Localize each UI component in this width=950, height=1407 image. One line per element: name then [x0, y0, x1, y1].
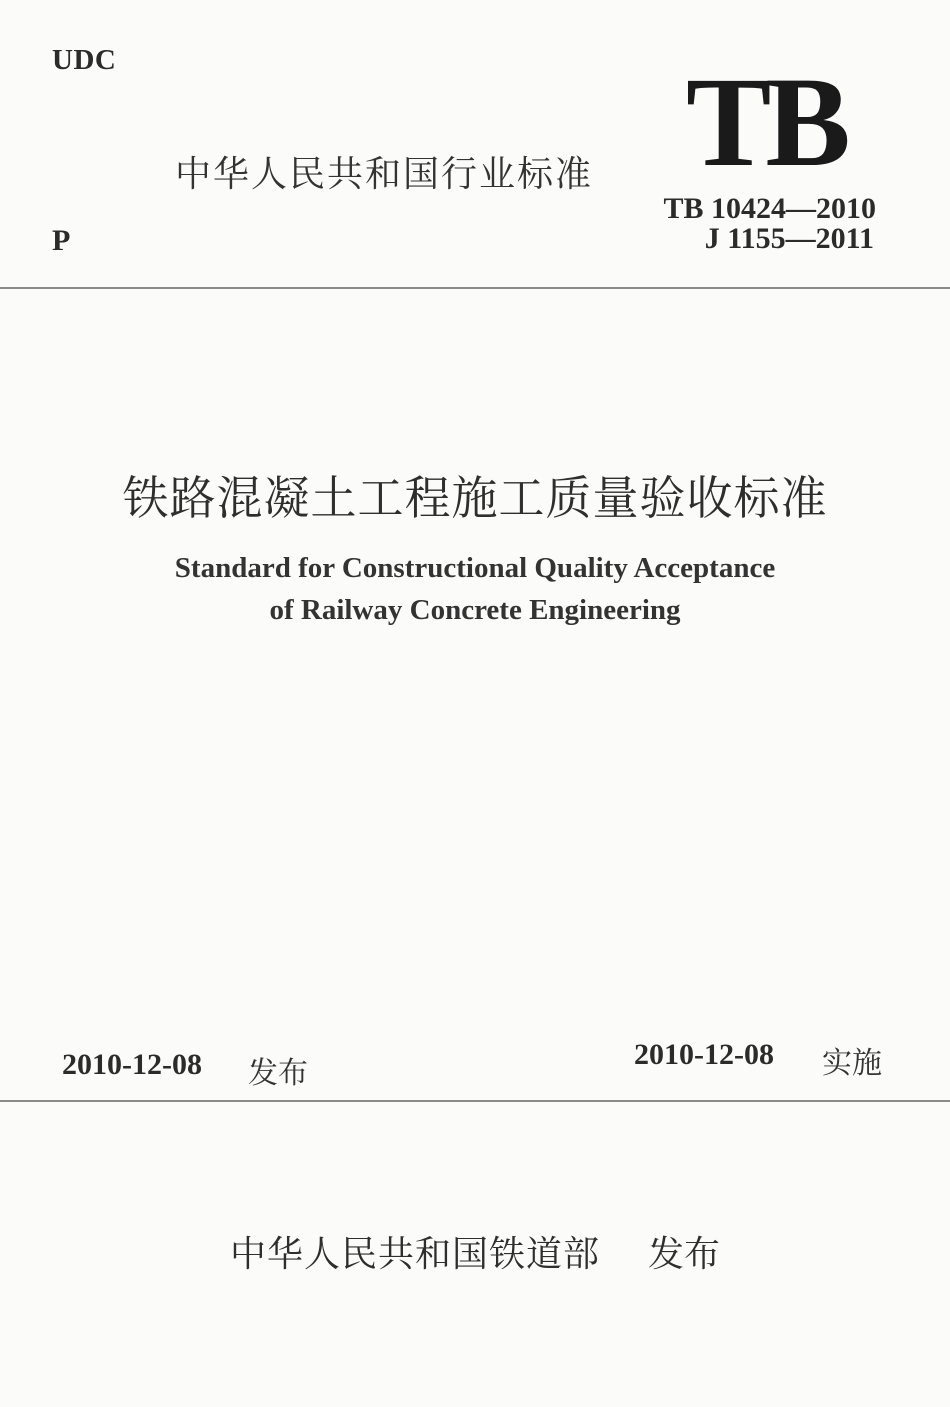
standard-number-primary: TB 10424—2010 — [663, 192, 876, 225]
tb-logo: TB — [686, 51, 845, 193]
document-title-english-line2: of Railway Concrete Engineering — [269, 594, 681, 626]
issue-date: 2010-12-08 — [62, 1048, 202, 1081]
bottom-divider — [0, 1100, 950, 1102]
implementation-label: 实施 — [822, 1046, 882, 1081]
udc-label: UDC — [52, 44, 117, 76]
publisher-action: 发布 — [648, 1234, 721, 1275]
top-divider — [0, 287, 950, 289]
publisher-name: 中华人民共和国铁道部 — [230, 1234, 601, 1275]
standard-number-secondary: J 1155—2011 — [704, 222, 874, 255]
document-title-english-line1: Standard for Constructional Quality Acceptance — [174, 552, 776, 584]
classification-label: P — [52, 224, 71, 257]
document-title-chinese: 铁路混凝土工程施工质量验收标准 — [122, 471, 828, 525]
standard-category: 中华人民共和国行业标准 — [175, 154, 594, 195]
issue-label: 发布 — [248, 1056, 308, 1091]
implementation-date: 2010-12-08 — [634, 1038, 774, 1071]
